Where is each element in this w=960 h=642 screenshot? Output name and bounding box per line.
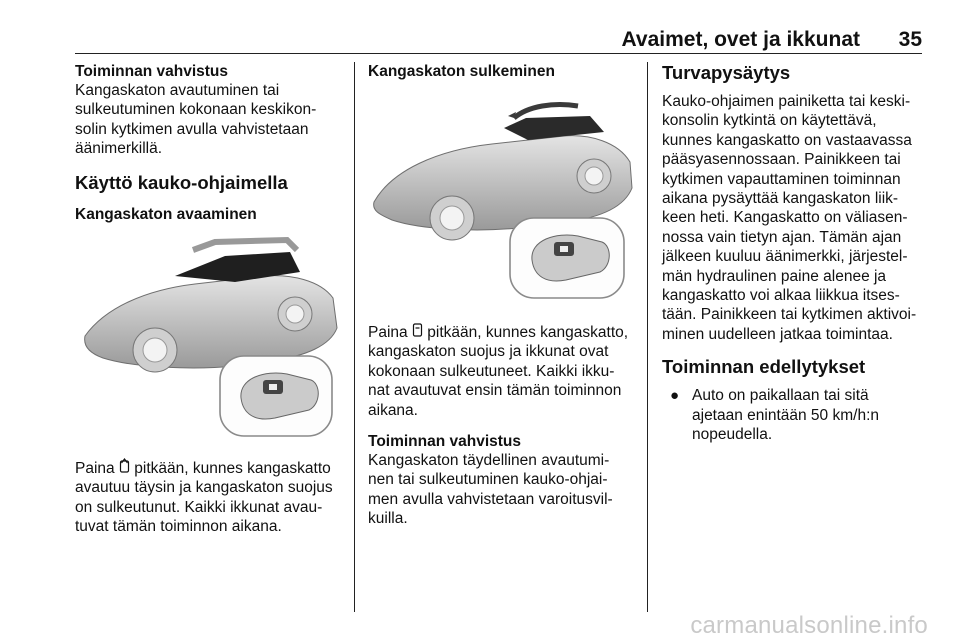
text-line [368, 322, 638, 342]
text-rest: pitkään, kunnes kangaskatto [134, 460, 331, 477]
confirm-text [75, 81, 345, 159]
conditions-heading: Toiminnan edellytykset [662, 356, 866, 378]
safety-text [662, 92, 932, 344]
text-line: konsolin kytkintä on käytettävä, [662, 112, 877, 130]
text-line: kytkimen vapauttaminen toiminnan [662, 170, 901, 188]
text-line: avautuu täysin ja kangaskaton suojus [75, 479, 333, 497]
text-line: nopeudella. [692, 426, 773, 444]
column-divider-1 [354, 62, 355, 612]
safety-heading: Turvapysäytys [662, 62, 791, 83]
bullet-icon: ● [670, 387, 680, 405]
column-divider-2 [647, 62, 648, 612]
conditions-list [662, 386, 932, 444]
text-line [75, 458, 345, 478]
remote-heading: Käyttö kauko-ohjaimella [75, 171, 288, 193]
text-line: kuilla. [368, 510, 408, 528]
text-line: kangaskatto voi alkaa liikkua itses- [662, 287, 900, 305]
confirm-heading: Toiminnan vahvistus [75, 63, 229, 80]
text-line: kunnes kangaskatto on vastaavassa [662, 131, 912, 149]
text-line: aikana. [368, 401, 418, 419]
text-line: on sulkeutunut. Kaikki ikkunat avau- [75, 498, 323, 516]
text-line: keen heti. Kangaskatto on väliasen- [662, 209, 908, 227]
column-2 [368, 62, 638, 81]
text-line: Kangaskaton avautuminen tai [75, 82, 280, 99]
list-item [662, 386, 932, 444]
roof-open-key-icon [119, 458, 130, 473]
column-3 [662, 62, 932, 445]
text-line: män hydraulinen paine alenee ja [662, 267, 887, 285]
column-1 [75, 62, 345, 224]
text-line: men avulla vahvistetaan varoitusvil- [368, 490, 613, 508]
text-prefix: Paina [368, 324, 408, 341]
text-line: Auto on paikallaan tai sitä [692, 387, 869, 405]
confirm-heading-2: Toiminnan vahvistus [368, 433, 522, 451]
close-heading: Kangaskaton sulkeminen [368, 63, 555, 80]
text-line: sulkeutuminen kokonaan keskikon- [75, 101, 317, 119]
close-text [368, 322, 638, 529]
text-line: tuvat tämän toiminnon aikana. [75, 518, 282, 536]
text-line: kangaskaton suojus ja ikkunat ovat [368, 343, 609, 361]
header-rule [75, 53, 922, 54]
text-line: ajetaan enintään 50 km/h:n [692, 406, 879, 424]
text-line: aikana pysäyttää kangaskaton liik- [662, 190, 899, 208]
text-line: solin kytkimen avulla vahvistetaan [75, 120, 309, 138]
watermark: carmanualsonline.info [690, 612, 928, 639]
text-line: kokonaan sulkeutuneet. Kaikki ikku- [368, 362, 615, 380]
car-open-roof-illustration [75, 228, 345, 440]
list-item-text [692, 386, 879, 444]
text-line: nen tai sulkeutuminen kauko-ohjai- [368, 471, 608, 489]
text-line: tään. Painikkeen tai kytkimen aktivoi- [662, 306, 917, 324]
text-line: äänimerkillä. [75, 140, 163, 158]
text-rest: pitkään, kunnes kangaskatto, [427, 324, 629, 341]
text-line: minen uudelleen jatkaa toimintaa. [662, 325, 893, 343]
header-title: Avaimet, ovet ja ikkunat [621, 28, 860, 51]
text-line: Kauko-ohjaimen painiketta tai keski- [662, 93, 911, 110]
text-line: pääsyasennossaan. Painikkeen tai [662, 151, 901, 169]
page-number: 35 [898, 28, 922, 51]
open-heading: Kangaskaton avaaminen [75, 205, 257, 223]
text-line: Kangaskaton täydellinen avautumi- [368, 452, 610, 470]
roof-close-key-icon [412, 322, 423, 337]
text-line: nossa vain tietyn ajan. Tämän ajan [662, 228, 902, 246]
text-line: jälkeen kuuluu äänimerkki, järjestel- [662, 248, 908, 266]
text-line: nat avautuvat ensin tämän toiminnon [368, 382, 622, 400]
car-closing-roof-illustration [368, 92, 638, 302]
open-text [75, 458, 345, 537]
text-prefix: Paina [75, 460, 115, 477]
